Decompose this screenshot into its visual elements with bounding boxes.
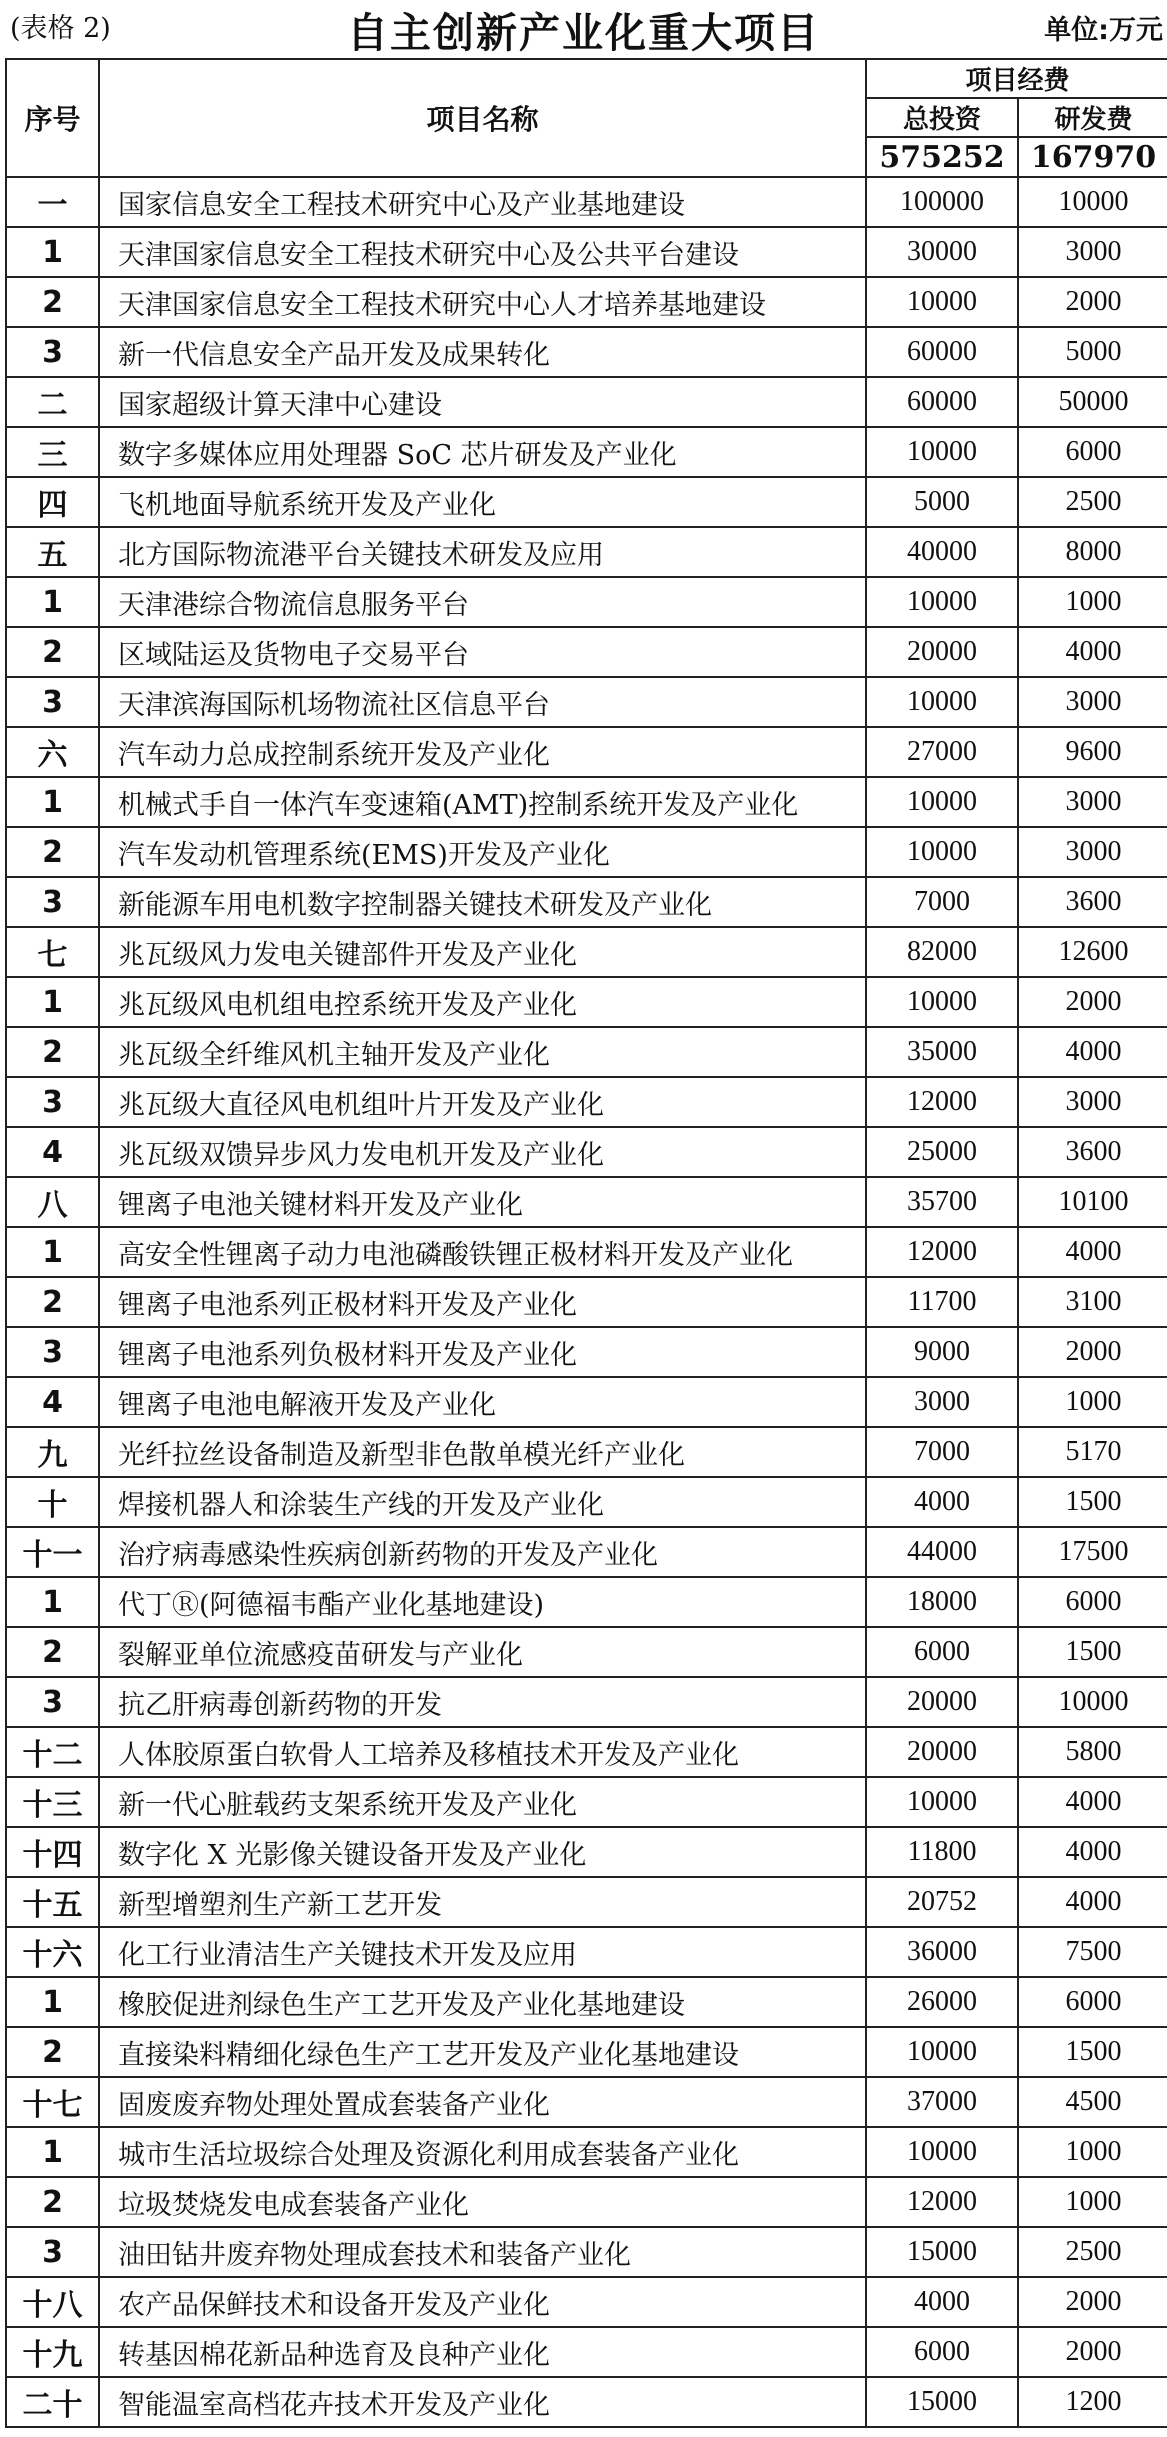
table-row [6, 877, 1167, 927]
row-seq: 十四 [6, 1827, 99, 1877]
row-total-invest: 4000 [866, 2277, 1018, 2327]
row-rd-cost: 3600 [1018, 877, 1167, 927]
table-row [6, 277, 1167, 327]
row-total-invest: 7000 [866, 877, 1018, 927]
row-project-name: 锂离子电池系列负极材料开发及产业化 [99, 1327, 866, 1377]
row-rd-cost: 2500 [1018, 2227, 1167, 2277]
column-header-cost: 项目经费 [866, 59, 1167, 98]
table-row [6, 1677, 1167, 1727]
row-total-invest: 4000 [866, 1477, 1018, 1527]
row-project-name: 锂离子电池系列正极材料开发及产业化 [99, 1277, 866, 1327]
table-row [6, 927, 1167, 977]
row-rd-cost: 2000 [1018, 1327, 1167, 1377]
projects-table [5, 58, 1167, 2428]
table-row [6, 2177, 1167, 2227]
row-seq: 六 [6, 727, 99, 777]
row-seq: 1 [6, 1227, 99, 1277]
row-project-name: 化工行业清洁生产关键技术开发及应用 [99, 1927, 866, 1977]
row-rd-cost: 2000 [1018, 2327, 1167, 2377]
table-row [6, 1227, 1167, 1277]
row-rd-cost: 4000 [1018, 1227, 1167, 1277]
table-row [6, 1977, 1167, 2027]
row-total-invest: 20000 [866, 1677, 1018, 1727]
row-project-name: 代丁Ⓡ(阿德福韦酯产业化基地建设) [99, 1577, 866, 1627]
row-total-invest: 10000 [866, 1777, 1018, 1827]
row-total-invest: 10000 [866, 577, 1018, 627]
row-project-name: 国家信息安全工程技术研究中心及产业基地建设 [99, 177, 866, 227]
row-project-name: 裂解亚单位流感疫苗研发与产业化 [99, 1627, 866, 1677]
row-total-invest: 37000 [866, 2077, 1018, 2127]
row-total-invest: 18000 [866, 1577, 1018, 1627]
row-seq: 一 [6, 177, 99, 227]
row-rd-cost: 10000 [1018, 177, 1167, 227]
total-invest-sum: 575252 [866, 137, 1018, 177]
row-project-name: 国家超级计算天津中心建设 [99, 377, 866, 427]
table-row [6, 827, 1167, 877]
row-rd-cost: 1000 [1018, 577, 1167, 627]
row-rd-cost: 2000 [1018, 2277, 1167, 2327]
row-project-name: 新型增塑剂生产新工艺开发 [99, 1877, 866, 1927]
row-rd-cost: 12600 [1018, 927, 1167, 977]
row-seq: 十三 [6, 1777, 99, 1827]
row-project-name: 兆瓦级大直径风电机组叶片开发及产业化 [99, 1077, 866, 1127]
row-rd-cost: 3600 [1018, 1127, 1167, 1177]
row-total-invest: 10000 [866, 427, 1018, 477]
row-seq: 1 [6, 1977, 99, 2027]
table-row [6, 2327, 1167, 2377]
row-total-invest: 20000 [866, 627, 1018, 677]
row-total-invest: 20752 [866, 1877, 1018, 1927]
row-project-name: 新一代信息安全产品开发及成果转化 [99, 327, 866, 377]
table-row [6, 1277, 1167, 1327]
row-seq: 十六 [6, 1927, 99, 1977]
table-row [6, 227, 1167, 277]
table-row [6, 2027, 1167, 2077]
column-header-rd-cost: 研发费 [1018, 98, 1167, 137]
table-row [6, 377, 1167, 427]
table-row [6, 327, 1167, 377]
row-seq: 十八 [6, 2277, 99, 2327]
table-row [6, 1427, 1167, 1477]
table-row [6, 2227, 1167, 2277]
row-total-invest: 10000 [866, 777, 1018, 827]
row-total-invest: 10000 [866, 977, 1018, 1027]
row-project-name: 汽车发动机管理系统(EMS)开发及产业化 [99, 827, 866, 877]
row-rd-cost: 4000 [1018, 1827, 1167, 1877]
row-rd-cost: 1000 [1018, 2127, 1167, 2177]
unit-label: 单位:万元 [1044, 15, 1163, 46]
row-project-name: 数字化 X 光影像关键设备开发及产业化 [99, 1827, 866, 1877]
table-row [6, 577, 1167, 627]
row-seq: 3 [6, 677, 99, 727]
table-row [6, 677, 1167, 727]
page-title: 自主创新产业化重大项目 [347, 9, 820, 57]
table-row [6, 1477, 1167, 1527]
row-project-name: 油田钻井废弃物处理成套技术和装备产业化 [99, 2227, 866, 2277]
row-project-name: 直接染料精细化绿色生产工艺开发及产业化基地建设 [99, 2027, 866, 2077]
table-row [6, 477, 1167, 527]
row-total-invest: 10000 [866, 277, 1018, 327]
row-seq: 八 [6, 1177, 99, 1227]
row-project-name: 新能源车用电机数字控制器关键技术研发及产业化 [99, 877, 866, 927]
row-seq: 1 [6, 227, 99, 277]
row-seq: 1 [6, 577, 99, 627]
row-total-invest: 35000 [866, 1027, 1018, 1077]
row-seq: 七 [6, 927, 99, 977]
row-seq: 1 [6, 977, 99, 1027]
row-total-invest: 20000 [866, 1727, 1018, 1777]
row-project-name: 兆瓦级全纤维风机主轴开发及产业化 [99, 1027, 866, 1077]
row-rd-cost: 5000 [1018, 327, 1167, 377]
row-seq: 2 [6, 277, 99, 327]
row-total-invest: 35700 [866, 1177, 1018, 1227]
row-rd-cost: 2000 [1018, 977, 1167, 1027]
row-project-name: 北方国际物流港平台关键技术研发及应用 [99, 527, 866, 577]
row-total-invest: 44000 [866, 1527, 1018, 1577]
row-seq: 2 [6, 1027, 99, 1077]
table-row [6, 1727, 1167, 1777]
row-project-name: 治疗病毒感染性疾病创新药物的开发及产业化 [99, 1527, 866, 1577]
table-row [6, 627, 1167, 677]
row-seq: 3 [6, 2227, 99, 2277]
table-row [6, 977, 1167, 1027]
row-rd-cost: 1000 [1018, 2177, 1167, 2227]
table-row [6, 1027, 1167, 1077]
row-seq: 十一 [6, 1527, 99, 1577]
row-seq: 九 [6, 1427, 99, 1477]
row-rd-cost: 2000 [1018, 277, 1167, 327]
table-row [6, 1777, 1167, 1827]
row-project-name: 抗乙肝病毒创新药物的开发 [99, 1677, 866, 1727]
row-project-name: 焊接机器人和涂装生产线的开发及产业化 [99, 1477, 866, 1527]
row-seq: 十 [6, 1477, 99, 1527]
table-row [6, 2077, 1167, 2127]
row-rd-cost: 1500 [1018, 2027, 1167, 2077]
row-project-name: 锂离子电池电解液开发及产业化 [99, 1377, 866, 1427]
row-total-invest: 12000 [866, 1227, 1018, 1277]
column-header-total-invest: 总投资 [866, 98, 1018, 137]
row-seq: 二十 [6, 2377, 99, 2427]
row-seq: 十七 [6, 2077, 99, 2127]
row-project-name: 飞机地面导航系统开发及产业化 [99, 477, 866, 527]
row-project-name: 天津国家信息安全工程技术研究中心人才培养基地建设 [99, 277, 866, 327]
table-row [6, 527, 1167, 577]
row-seq: 三 [6, 427, 99, 477]
document-header [0, 0, 1167, 58]
row-seq: 4 [6, 1377, 99, 1427]
row-rd-cost: 3100 [1018, 1277, 1167, 1327]
row-project-name: 天津国家信息安全工程技术研究中心及公共平台建设 [99, 227, 866, 277]
row-rd-cost: 5170 [1018, 1427, 1167, 1477]
row-total-invest: 11800 [866, 1827, 1018, 1877]
row-project-name: 垃圾焚烧发电成套装备产业化 [99, 2177, 866, 2227]
row-total-invest: 12000 [866, 1077, 1018, 1127]
table-row [6, 2377, 1167, 2427]
table-row [6, 777, 1167, 827]
table-number: (表格 2) [10, 13, 111, 44]
row-seq: 2 [6, 1277, 99, 1327]
table-row [6, 1827, 1167, 1877]
row-total-invest: 11700 [866, 1277, 1018, 1327]
table-row [6, 1527, 1167, 1577]
row-seq: 2 [6, 2027, 99, 2077]
row-total-invest: 25000 [866, 1127, 1018, 1177]
row-seq: 十二 [6, 1727, 99, 1777]
row-project-name: 区域陆运及货物电子交易平台 [99, 627, 866, 677]
row-rd-cost: 1500 [1018, 1627, 1167, 1677]
row-total-invest: 82000 [866, 927, 1018, 977]
row-seq: 1 [6, 2127, 99, 2177]
row-rd-cost: 1500 [1018, 1477, 1167, 1527]
row-total-invest: 7000 [866, 1427, 1018, 1477]
row-seq: 十九 [6, 2327, 99, 2377]
row-seq: 1 [6, 1577, 99, 1627]
row-total-invest: 10000 [866, 2127, 1018, 2177]
row-total-invest: 10000 [866, 827, 1018, 877]
row-rd-cost: 8000 [1018, 527, 1167, 577]
table-row [6, 1627, 1167, 1677]
row-total-invest: 5000 [866, 477, 1018, 527]
row-rd-cost: 6000 [1018, 427, 1167, 477]
column-header-seq: 序号 [6, 59, 99, 177]
row-total-invest: 12000 [866, 2177, 1018, 2227]
row-total-invest: 60000 [866, 377, 1018, 427]
row-total-invest: 15000 [866, 2377, 1018, 2427]
row-project-name: 机械式手自一体汽车变速箱(AMT)控制系统开发及产业化 [99, 777, 866, 827]
row-project-name: 兆瓦级风力发电关键部件开发及产业化 [99, 927, 866, 977]
table-row [6, 2127, 1167, 2177]
rd-cost-sum: 167970 [1018, 137, 1167, 177]
row-total-invest: 100000 [866, 177, 1018, 227]
row-rd-cost: 3000 [1018, 677, 1167, 727]
row-project-name: 兆瓦级双馈异步风力发电机开发及产业化 [99, 1127, 866, 1177]
row-rd-cost: 3000 [1018, 777, 1167, 827]
row-rd-cost: 5800 [1018, 1727, 1167, 1777]
row-rd-cost: 50000 [1018, 377, 1167, 427]
row-project-name: 固废废弃物处理处置成套装备产业化 [99, 2077, 866, 2127]
row-project-name: 农产品保鲜技术和设备开发及产业化 [99, 2277, 866, 2327]
row-seq: 四 [6, 477, 99, 527]
row-rd-cost: 3000 [1018, 227, 1167, 277]
table-row [6, 1177, 1167, 1227]
row-rd-cost: 6000 [1018, 1577, 1167, 1627]
row-rd-cost: 3000 [1018, 1077, 1167, 1127]
table-body [6, 177, 1167, 2427]
row-rd-cost: 4000 [1018, 1027, 1167, 1077]
row-seq: 4 [6, 1127, 99, 1177]
row-total-invest: 6000 [866, 1627, 1018, 1677]
row-project-name: 汽车动力总成控制系统开发及产业化 [99, 727, 866, 777]
row-rd-cost: 17500 [1018, 1527, 1167, 1577]
table-row [6, 177, 1167, 227]
row-project-name: 天津港综合物流信息服务平台 [99, 577, 866, 627]
row-total-invest: 36000 [866, 1927, 1018, 1977]
row-seq: 3 [6, 327, 99, 377]
row-seq: 2 [6, 627, 99, 677]
row-project-name: 橡胶促进剂绿色生产工艺开发及产业化基地建设 [99, 1977, 866, 2027]
row-rd-cost: 4000 [1018, 627, 1167, 677]
row-total-invest: 9000 [866, 1327, 1018, 1377]
column-header-name: 项目名称 [99, 59, 866, 177]
table-row [6, 2277, 1167, 2327]
row-rd-cost: 10000 [1018, 1677, 1167, 1727]
table-row [6, 1927, 1167, 1977]
table-row [6, 1877, 1167, 1927]
row-seq: 2 [6, 1627, 99, 1677]
row-rd-cost: 4000 [1018, 1877, 1167, 1927]
row-total-invest: 3000 [866, 1377, 1018, 1427]
row-project-name: 高安全性锂离子动力电池磷酸铁锂正极材料开发及产业化 [99, 1227, 866, 1277]
row-seq: 3 [6, 1677, 99, 1727]
row-seq: 五 [6, 527, 99, 577]
row-seq: 3 [6, 877, 99, 927]
table-row [6, 427, 1167, 477]
row-seq: 2 [6, 827, 99, 877]
row-rd-cost: 3000 [1018, 827, 1167, 877]
row-project-name: 锂离子电池关键材料开发及产业化 [99, 1177, 866, 1227]
row-seq: 十五 [6, 1877, 99, 1927]
row-rd-cost: 4000 [1018, 1777, 1167, 1827]
row-rd-cost: 6000 [1018, 1977, 1167, 2027]
row-project-name: 兆瓦级风电机组电控系统开发及产业化 [99, 977, 866, 1027]
row-rd-cost: 4500 [1018, 2077, 1167, 2127]
table-row [6, 1577, 1167, 1627]
row-total-invest: 6000 [866, 2327, 1018, 2377]
row-seq: 2 [6, 2177, 99, 2227]
row-total-invest: 40000 [866, 527, 1018, 577]
row-rd-cost: 2500 [1018, 477, 1167, 527]
row-seq: 1 [6, 777, 99, 827]
table-row [6, 1327, 1167, 1377]
row-project-name: 数字多媒体应用处理器 SoC 芯片研发及产业化 [99, 427, 866, 477]
row-total-invest: 30000 [866, 227, 1018, 277]
row-total-invest: 26000 [866, 1977, 1018, 2027]
row-project-name: 城市生活垃圾综合处理及资源化利用成套装备产业化 [99, 2127, 866, 2177]
row-total-invest: 10000 [866, 2027, 1018, 2077]
row-rd-cost: 10100 [1018, 1177, 1167, 1227]
row-seq: 二 [6, 377, 99, 427]
row-project-name: 光纤拉丝设备制造及新型非色散单模光纤产业化 [99, 1427, 866, 1477]
table-row [6, 1377, 1167, 1427]
row-project-name: 人体胶原蛋白软骨人工培养及移植技术开发及产业化 [99, 1727, 866, 1777]
table-row [6, 1127, 1167, 1177]
table-row [6, 1077, 1167, 1127]
row-total-invest: 60000 [866, 327, 1018, 377]
row-total-invest: 10000 [866, 677, 1018, 727]
table-row [6, 727, 1167, 777]
row-project-name: 新一代心脏载药支架系统开发及产业化 [99, 1777, 866, 1827]
row-rd-cost: 9600 [1018, 727, 1167, 777]
row-total-invest: 15000 [866, 2227, 1018, 2277]
row-seq: 3 [6, 1327, 99, 1377]
row-rd-cost: 7500 [1018, 1927, 1167, 1977]
row-rd-cost: 1000 [1018, 1377, 1167, 1427]
row-total-invest: 27000 [866, 727, 1018, 777]
row-project-name: 智能温室高档花卉技术开发及产业化 [99, 2377, 866, 2427]
row-seq: 3 [6, 1077, 99, 1127]
row-rd-cost: 1200 [1018, 2377, 1167, 2427]
row-project-name: 天津滨海国际机场物流社区信息平台 [99, 677, 866, 727]
row-project-name: 转基因棉花新品种选育及良种产业化 [99, 2327, 866, 2377]
